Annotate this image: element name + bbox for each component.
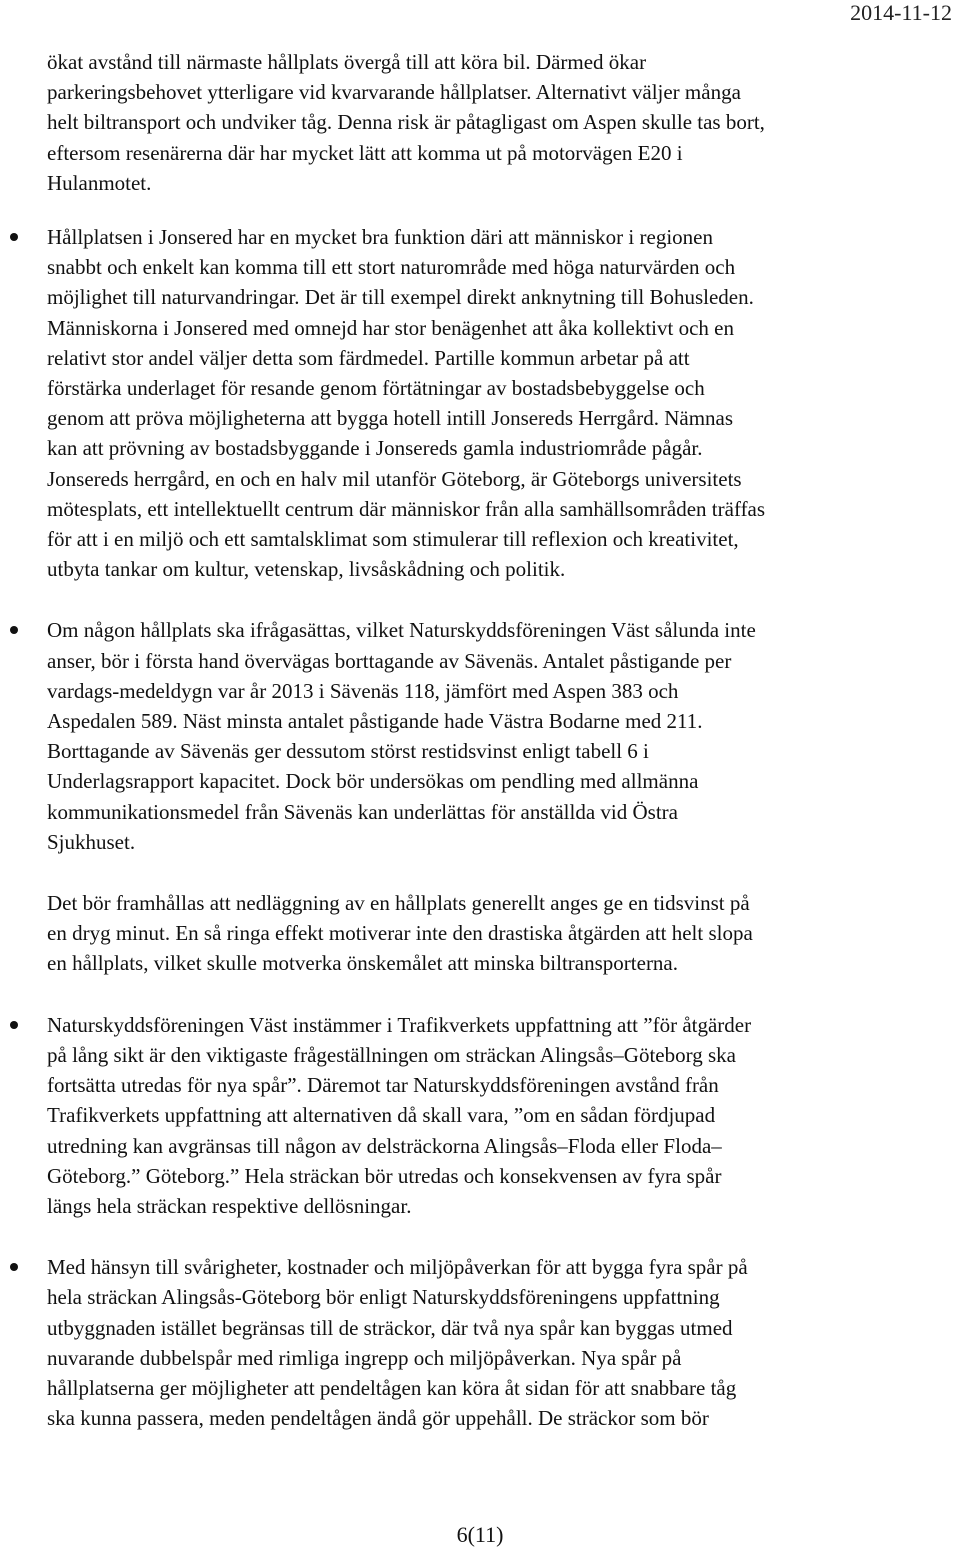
text-line: relativt stor andel väljer detta som färdmedel. Partille kommun arbetar på att bbox=[47, 345, 690, 370]
text-line: Trafikverkets uppfattning att alternativen då skall vara, ”om en sådan fördjupad bbox=[47, 1103, 716, 1128]
text-line: Naturskyddsföreningen Väst instämmer i Trafikverkets uppfattning att ”för åtgärder bbox=[47, 1012, 752, 1037]
text-line: Göteborg.” Göteborg.” Hela sträckan bör utredas och konsekvensen av fyra spår bbox=[47, 1163, 722, 1188]
text-line: Hållplatsen i Jonsered har en mycket bra funktion däri att människor i regionen bbox=[47, 225, 713, 250]
bullet-paragraph-savenas bbox=[47, 615, 947, 857]
text-line: mötesplats, ett intellektuellt centrum där människor från alla samhällsområden träffas bbox=[47, 496, 766, 521]
text-line: för att i en miljö och ett samtalsklimat som stimulerar till reflexion och kreativitet, bbox=[47, 527, 739, 552]
text-line: hela sträckan Alingsås-Göteborg bör enligt Naturskyddsföreningens uppfattning bbox=[47, 1285, 720, 1310]
bullet-paragraph-trafikverket bbox=[47, 1010, 947, 1221]
bullet-icon bbox=[10, 1263, 18, 1271]
document-body bbox=[47, 47, 947, 1433]
text-line: hållplatserna ger möjligheter att pendeltågen kan köra åt sidan för att snabbare tåg bbox=[47, 1375, 737, 1400]
text-line: kommunikationsmedel från Sävenäs kan underlättas för anställda vid Östra bbox=[47, 799, 678, 824]
text-line: möjlighet till naturvandringar. Det är till exempel direkt anknytning till Bohusleden. bbox=[47, 285, 754, 310]
text-line: längs hela sträckan respektive dellösningar. bbox=[47, 1193, 412, 1218]
text-line: helt biltransport och undviker tåg. Denna risk är påtagligast om Aspen skulle tas bort, bbox=[47, 110, 765, 135]
text-line: förstärka underlaget för resande genom förtätningar av bostadsbebyggelse och bbox=[47, 376, 705, 401]
text-line: Människorna i Jonsered med omnejd har stor benägenhet att åka kollektivt och en bbox=[47, 315, 734, 340]
text-line: ökat avstånd till närmaste hållplats övergå till att köra bil. Därmed ökar bbox=[47, 50, 647, 74]
text-line: snabbt och enkelt kan komma till ett stort naturområde med höga naturvärden och bbox=[47, 255, 736, 280]
text-line: Sjukhuset. bbox=[47, 829, 136, 854]
bullet-paragraph-jonsered bbox=[47, 222, 947, 584]
text-line: Om någon hållplats ska ifrågasättas, vilket Naturskyddsföreningen Väst sålunda inte bbox=[47, 618, 756, 643]
text-line: utbyggnaden istället begränsas till de sträckor, där två nya spår kan byggas utmed bbox=[47, 1315, 733, 1340]
text-line: på lång sikt är den viktigaste frågeställningen om sträckan Alingsås–Göteborg ska bbox=[47, 1042, 736, 1067]
text-line: Jonsereds herrgård, en och en halv mil utanför Göteborg, är Göteborgs universitets bbox=[47, 466, 742, 491]
text-line: Hulanmotet. bbox=[47, 170, 152, 195]
text-line: genom att pröva möjligheterna att bygga hotell intill Jonsereds Herrgård. Nämnas bbox=[47, 406, 734, 431]
text-line: utredning kan avgränsas till någon av delsträckorna Alingsås–Floda eller Floda– bbox=[47, 1133, 722, 1158]
text-line: nuvarande dubbelspår med rimliga ingrepp och miljöpåverkan. Nya spår på bbox=[47, 1345, 682, 1370]
paragraph-continuation bbox=[47, 47, 947, 198]
text-line: en dryg minut. En så ringa effekt motiverar inte den drastiska åtgärden att helt slopa bbox=[47, 921, 753, 946]
text-line: parkeringsbehovet ytterligare vid kvarvarande hållplatser. Alternativt väljer många bbox=[47, 80, 741, 105]
page-date: 2014-11-12 bbox=[850, 0, 952, 25]
text-line: eftersom resenärerna där har mycket lätt att komma ut på motorvägen E20 i bbox=[47, 140, 683, 165]
text-line: ska kunna passera, meden pendeltågen ändå gör uppehåll. De sträckor som bör bbox=[47, 1406, 709, 1431]
text-line: en hållplats, vilket skulle motverka önskemålet att minska biltransporterna. bbox=[47, 951, 679, 976]
bullet-icon bbox=[10, 1021, 18, 1029]
text-line: kan att prövning av bostadsbyggande i Jonsereds gamla industriområde pågår. bbox=[47, 436, 703, 461]
text-line: Aspedalen 589. Näst minsta antalet påstigande hade Västra Bodarne med 211. bbox=[47, 709, 703, 734]
text-line: Borttagande av Sävenäs ger dessutom störst restidsvinst enligt tabell 6 i bbox=[47, 739, 649, 764]
text-line: fortsätta utredas för nya spår”. Däremot tar Naturskyddsföreningen avstånd från bbox=[47, 1073, 719, 1098]
text-line: vardags-medeldygn var år 2013 i Sävenäs 118, jämfört med Aspen 383 och bbox=[47, 678, 679, 703]
bullet-icon bbox=[10, 626, 18, 634]
text-line: Det bör framhållas att nedläggning av en hållplats generellt anges ge en tidsvinst på bbox=[47, 891, 750, 916]
paragraph-tidsvinst bbox=[47, 888, 947, 979]
text-line: Med hänsyn till svårigheter, kostnader och miljöpåverkan för att bygga fyra spår på bbox=[47, 1255, 748, 1280]
text-line: utbyta tankar om kultur, vetenskap, livsåskådning och politik. bbox=[47, 557, 566, 582]
text-line: Underlagsrapport kapacitet. Dock bör undersökas om pendling med allmänna bbox=[47, 769, 699, 794]
text-line: anser, bör i första hand övervägas borttagande av Sävenäs. Antalet påstigande per bbox=[47, 648, 732, 673]
page-number: 6(11) bbox=[456, 1522, 504, 1547]
bullet-paragraph-fyra-spar bbox=[47, 1252, 947, 1433]
bullet-icon bbox=[10, 233, 18, 241]
